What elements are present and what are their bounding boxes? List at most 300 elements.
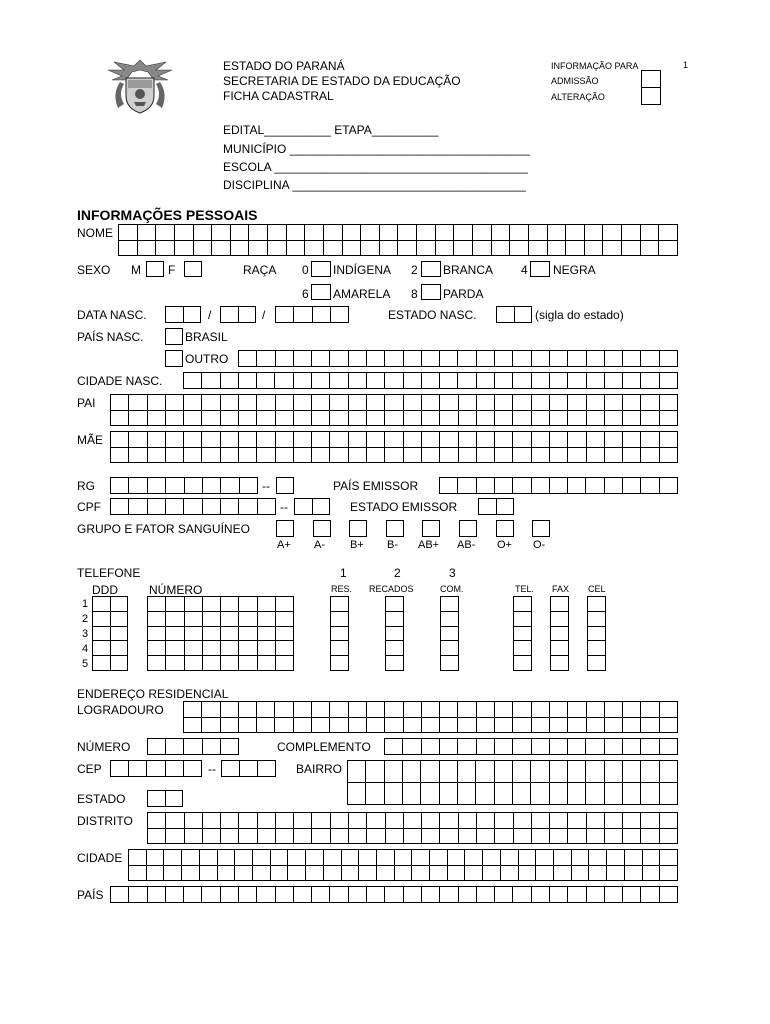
- input-cell[interactable]: [623, 718, 641, 734]
- input-cell[interactable]: [495, 887, 513, 903]
- input-cell[interactable]: [203, 813, 221, 829]
- data-nasc-day-grid[interactable]: [165, 306, 201, 323]
- input-cell[interactable]: [288, 850, 306, 866]
- input-cell[interactable]: [268, 225, 287, 241]
- input-cell[interactable]: [166, 411, 184, 427]
- input-cell[interactable]: [257, 448, 275, 464]
- input-cell[interactable]: [623, 829, 641, 845]
- input-cell[interactable]: [164, 866, 182, 882]
- input-cell[interactable]: [271, 866, 289, 882]
- input-cell[interactable]: [587, 718, 605, 734]
- input-cell[interactable]: [510, 241, 529, 257]
- input-cell[interactable]: [514, 641, 532, 656]
- input-cell[interactable]: [385, 448, 403, 464]
- input-cell[interactable]: [276, 448, 294, 464]
- input-cell[interactable]: [660, 702, 678, 718]
- input-cell[interactable]: [605, 783, 623, 805]
- input-cell[interactable]: [331, 612, 349, 627]
- input-cell[interactable]: [568, 783, 586, 805]
- input-cell[interactable]: [660, 432, 678, 448]
- input-cell[interactable]: [203, 499, 221, 515]
- input-cell[interactable]: [294, 411, 312, 427]
- input-cell[interactable]: [448, 850, 466, 866]
- input-cell[interactable]: [479, 499, 497, 515]
- raca-branca-checkbox[interactable]: [421, 261, 441, 277]
- blood-type-checkbox[interactable]: [313, 520, 331, 537]
- input-cell[interactable]: [404, 702, 422, 718]
- input-cell[interactable]: [395, 850, 413, 866]
- input-cell[interactable]: [129, 411, 147, 427]
- input-cell[interactable]: [349, 702, 367, 718]
- input-cell[interactable]: [147, 866, 165, 882]
- input-cell[interactable]: [111, 478, 129, 494]
- input-cell[interactable]: [330, 448, 348, 464]
- input-cell[interactable]: [184, 718, 202, 734]
- input-cell[interactable]: [641, 813, 659, 829]
- input-cell[interactable]: [587, 702, 605, 718]
- input-cell[interactable]: [194, 225, 213, 241]
- input-cell[interactable]: [257, 718, 275, 734]
- input-cell[interactable]: [551, 597, 569, 612]
- input-cell[interactable]: [568, 813, 586, 829]
- input-cell[interactable]: [348, 783, 366, 805]
- input-cell[interactable]: [548, 241, 567, 257]
- input-cell[interactable]: [240, 478, 258, 494]
- res-grid[interactable]: [330, 596, 349, 671]
- input-cell[interactable]: [386, 597, 404, 612]
- input-cell[interactable]: [477, 887, 495, 903]
- input-cell[interactable]: [203, 478, 221, 494]
- input-cell[interactable]: [239, 411, 257, 427]
- input-cell[interactable]: [349, 373, 367, 389]
- input-cell[interactable]: [660, 813, 678, 829]
- input-cell[interactable]: [349, 813, 367, 829]
- input-cell[interactable]: [184, 307, 202, 323]
- input-cell[interactable]: [119, 225, 138, 241]
- input-cell[interactable]: [440, 432, 458, 448]
- input-cell[interactable]: [148, 641, 166, 656]
- input-cell[interactable]: [148, 813, 166, 829]
- input-cell[interactable]: [550, 478, 568, 494]
- input-cell[interactable]: [276, 813, 294, 829]
- input-cell[interactable]: [459, 813, 477, 829]
- input-cell[interactable]: [587, 813, 605, 829]
- input-cell[interactable]: [312, 395, 330, 411]
- input-cell[interactable]: [111, 612, 129, 627]
- input-cell[interactable]: [660, 718, 678, 734]
- input-cell[interactable]: [550, 813, 568, 829]
- input-cell[interactable]: [641, 225, 660, 241]
- input-cell[interactable]: [203, 627, 221, 642]
- input-cell[interactable]: [212, 225, 231, 241]
- input-cell[interactable]: [572, 866, 590, 882]
- input-cell[interactable]: [660, 783, 678, 805]
- input-cell[interactable]: [477, 411, 495, 427]
- input-cell[interactable]: [275, 373, 293, 389]
- input-cell[interactable]: [550, 887, 568, 903]
- input-cell[interactable]: [660, 411, 678, 427]
- input-cell[interactable]: [239, 829, 257, 845]
- pais-grid[interactable]: [110, 886, 678, 903]
- input-cell[interactable]: [93, 656, 111, 671]
- input-cell[interactable]: [531, 783, 549, 805]
- input-cell[interactable]: [324, 850, 342, 866]
- input-cell[interactable]: [421, 783, 439, 805]
- input-cell[interactable]: [625, 850, 643, 866]
- input-cell[interactable]: [221, 373, 239, 389]
- input-cell[interactable]: [568, 887, 586, 903]
- input-cell[interactable]: [477, 739, 495, 755]
- input-cell[interactable]: [343, 241, 362, 257]
- input-cell[interactable]: [440, 373, 458, 389]
- input-cell[interactable]: [422, 739, 440, 755]
- input-cell[interactable]: [513, 761, 531, 783]
- input-cell[interactable]: [550, 718, 568, 734]
- input-cell[interactable]: [221, 612, 239, 627]
- input-cell[interactable]: [385, 702, 403, 718]
- input-cell[interactable]: [572, 850, 590, 866]
- input-cell[interactable]: [440, 813, 458, 829]
- input-cell[interactable]: [312, 813, 330, 829]
- input-cell[interactable]: [422, 702, 440, 718]
- input-cell[interactable]: [440, 718, 458, 734]
- input-cell[interactable]: [605, 739, 623, 755]
- input-cell[interactable]: [148, 448, 166, 464]
- input-cell[interactable]: [330, 351, 348, 367]
- input-cell[interactable]: [294, 702, 312, 718]
- input-cell[interactable]: [532, 448, 550, 464]
- input-cell[interactable]: [519, 866, 537, 882]
- input-cell[interactable]: [568, 739, 586, 755]
- input-cell[interactable]: [531, 761, 549, 783]
- input-cell[interactable]: [312, 448, 330, 464]
- input-cell[interactable]: [276, 829, 294, 845]
- input-cell[interactable]: [331, 656, 349, 671]
- brasil-checkbox[interactable]: [165, 328, 183, 345]
- input-cell[interactable]: [459, 829, 477, 845]
- input-cell[interactable]: [239, 499, 257, 515]
- input-cell[interactable]: [349, 432, 367, 448]
- input-cell[interactable]: [212, 241, 231, 257]
- input-cell[interactable]: [221, 656, 239, 671]
- input-cell[interactable]: [239, 597, 257, 612]
- input-cell[interactable]: [221, 887, 239, 903]
- input-cell[interactable]: [367, 887, 385, 903]
- input-cell[interactable]: [276, 656, 294, 671]
- input-cell[interactable]: [166, 739, 184, 755]
- alteracao-checkbox[interactable]: [641, 87, 661, 105]
- input-cell[interactable]: [519, 850, 537, 866]
- input-cell[interactable]: [641, 351, 659, 367]
- com-grid[interactable]: [440, 596, 459, 671]
- input-cell[interactable]: [660, 829, 678, 845]
- input-cell[interactable]: [312, 702, 330, 718]
- input-cell[interactable]: [331, 641, 349, 656]
- input-cell[interactable]: [495, 373, 513, 389]
- cep-grid[interactable]: [110, 760, 202, 777]
- input-cell[interactable]: [276, 627, 294, 642]
- input-cell[interactable]: [550, 739, 568, 755]
- input-cell[interactable]: [380, 241, 399, 257]
- input-cell[interactable]: [514, 597, 532, 612]
- input-cell[interactable]: [458, 351, 476, 367]
- input-cell[interactable]: [239, 395, 257, 411]
- numero-grid[interactable]: [147, 738, 239, 755]
- input-cell[interactable]: [440, 739, 458, 755]
- input-cell[interactable]: [532, 702, 550, 718]
- input-cell[interactable]: [386, 612, 404, 627]
- input-cell[interactable]: [641, 432, 659, 448]
- input-cell[interactable]: [331, 307, 349, 323]
- input-cell[interactable]: [239, 612, 257, 627]
- input-cell[interactable]: [258, 627, 276, 642]
- rg-digit-box[interactable]: [276, 477, 294, 494]
- input-cell[interactable]: [550, 829, 568, 845]
- input-cell[interactable]: [166, 448, 184, 464]
- input-cell[interactable]: [148, 597, 166, 612]
- input-cell[interactable]: [422, 813, 440, 829]
- input-cell[interactable]: [497, 499, 515, 515]
- input-cell[interactable]: [385, 432, 403, 448]
- outro-checkbox[interactable]: [165, 350, 183, 367]
- bairro-grid[interactable]: [347, 760, 678, 805]
- input-cell[interactable]: [367, 702, 385, 718]
- input-cell[interactable]: [166, 612, 184, 627]
- input-cell[interactable]: [551, 612, 569, 627]
- input-cell[interactable]: [589, 850, 607, 866]
- input-cell[interactable]: [366, 761, 384, 783]
- input-cell[interactable]: [349, 411, 367, 427]
- input-cell[interactable]: [268, 241, 287, 257]
- input-cell[interactable]: [495, 448, 513, 464]
- input-cell[interactable]: [473, 241, 492, 257]
- input-cell[interactable]: [147, 850, 165, 866]
- input-cell[interactable]: [501, 850, 519, 866]
- input-cell[interactable]: [148, 612, 166, 627]
- input-cell[interactable]: [202, 887, 220, 903]
- input-cell[interactable]: [495, 739, 513, 755]
- input-cell[interactable]: [417, 225, 436, 241]
- escola-field[interactable]: ESCOLA ______________________________________: [223, 160, 528, 174]
- input-cell[interactable]: [588, 597, 606, 612]
- input-cell[interactable]: [148, 411, 166, 427]
- input-cell[interactable]: [495, 813, 513, 829]
- input-cell[interactable]: [554, 866, 572, 882]
- input-cell[interactable]: [275, 702, 293, 718]
- input-cell[interactable]: [257, 395, 275, 411]
- input-cell[interactable]: [253, 866, 271, 882]
- input-cell[interactable]: [312, 829, 330, 845]
- input-cell[interactable]: [623, 783, 641, 805]
- input-cell[interactable]: [331, 597, 349, 612]
- input-cell[interactable]: [348, 761, 366, 783]
- input-cell[interactable]: [330, 718, 348, 734]
- input-cell[interactable]: [492, 241, 511, 257]
- input-cell[interactable]: [440, 411, 458, 427]
- cel-grid[interactable]: [587, 596, 606, 671]
- input-cell[interactable]: [641, 829, 659, 845]
- input-cell[interactable]: [138, 225, 157, 241]
- blood-type-checkbox[interactable]: [349, 520, 367, 537]
- input-cell[interactable]: [585, 225, 604, 241]
- input-cell[interactable]: [477, 373, 495, 389]
- input-cell[interactable]: [271, 850, 289, 866]
- input-cell[interactable]: [458, 761, 476, 783]
- input-cell[interactable]: [459, 411, 477, 427]
- input-cell[interactable]: [202, 702, 220, 718]
- input-cell[interactable]: [585, 241, 604, 257]
- input-cell[interactable]: [148, 791, 166, 807]
- input-cell[interactable]: [566, 241, 585, 257]
- input-cell[interactable]: [605, 448, 623, 464]
- input-cell[interactable]: [385, 783, 403, 805]
- input-cell[interactable]: [342, 866, 360, 882]
- input-cell[interactable]: [568, 478, 586, 494]
- input-cell[interactable]: [623, 887, 641, 903]
- input-cell[interactable]: [148, 656, 166, 671]
- input-cell[interactable]: [380, 225, 399, 241]
- data-nasc-month-grid[interactable]: [220, 306, 256, 323]
- input-cell[interactable]: [111, 499, 129, 515]
- input-cell[interactable]: [623, 448, 641, 464]
- input-cell[interactable]: [239, 718, 257, 734]
- input-cell[interactable]: [441, 597, 459, 612]
- input-cell[interactable]: [605, 432, 623, 448]
- input-cell[interactable]: [221, 829, 239, 845]
- raca-indigena-checkbox[interactable]: [311, 261, 331, 277]
- input-cell[interactable]: [532, 432, 550, 448]
- input-cell[interactable]: [440, 478, 458, 494]
- input-cell[interactable]: [441, 612, 459, 627]
- input-cell[interactable]: [239, 351, 257, 367]
- input-cell[interactable]: [587, 887, 605, 903]
- input-cell[interactable]: [588, 612, 606, 627]
- input-cell[interactable]: [458, 478, 476, 494]
- input-cell[interactable]: [458, 718, 476, 734]
- input-cell[interactable]: [458, 702, 476, 718]
- input-cell[interactable]: [221, 499, 239, 515]
- input-cell[interactable]: [185, 612, 203, 627]
- input-cell[interactable]: [398, 225, 417, 241]
- input-cell[interactable]: [641, 887, 659, 903]
- input-cell[interactable]: [111, 641, 129, 656]
- input-cell[interactable]: [430, 866, 448, 882]
- input-cell[interactable]: [148, 395, 166, 411]
- input-cell[interactable]: [386, 656, 404, 671]
- input-cell[interactable]: [513, 783, 531, 805]
- input-cell[interactable]: [203, 829, 221, 845]
- input-cell[interactable]: [221, 702, 239, 718]
- input-cell[interactable]: [385, 887, 403, 903]
- input-cell[interactable]: [660, 866, 678, 882]
- input-cell[interactable]: [536, 866, 554, 882]
- input-cell[interactable]: [513, 718, 531, 734]
- input-cell[interactable]: [276, 641, 294, 656]
- input-cell[interactable]: [330, 702, 348, 718]
- input-cell[interactable]: [312, 351, 330, 367]
- input-cell[interactable]: [440, 448, 458, 464]
- input-cell[interactable]: [239, 448, 257, 464]
- input-cell[interactable]: [588, 656, 606, 671]
- ddd-grid[interactable]: [92, 596, 128, 671]
- input-cell[interactable]: [459, 395, 477, 411]
- input-cell[interactable]: [532, 718, 550, 734]
- input-cell[interactable]: [412, 850, 430, 866]
- input-cell[interactable]: [331, 813, 349, 829]
- input-cell[interactable]: [221, 411, 239, 427]
- input-cell[interactable]: [403, 783, 421, 805]
- input-cell[interactable]: [477, 432, 495, 448]
- input-cell[interactable]: [312, 432, 330, 448]
- input-cell[interactable]: [349, 718, 367, 734]
- input-cell[interactable]: [568, 351, 586, 367]
- input-cell[interactable]: [550, 411, 568, 427]
- input-cell[interactable]: [166, 597, 184, 612]
- input-cell[interactable]: [532, 395, 550, 411]
- input-cell[interactable]: [93, 627, 111, 642]
- input-cell[interactable]: [454, 241, 473, 257]
- input-cell[interactable]: [331, 627, 349, 642]
- input-cell[interactable]: [515, 307, 533, 323]
- input-cell[interactable]: [422, 432, 440, 448]
- input-cell[interactable]: [422, 448, 440, 464]
- input-cell[interactable]: [495, 783, 513, 805]
- input-cell[interactable]: [222, 761, 240, 777]
- input-cell[interactable]: [239, 702, 257, 718]
- input-cell[interactable]: [166, 307, 184, 323]
- blood-type-checkbox[interactable]: [532, 520, 550, 537]
- input-cell[interactable]: [249, 225, 268, 241]
- input-cell[interactable]: [305, 241, 324, 257]
- cpf-digits-grid[interactable]: [294, 498, 330, 515]
- input-cell[interactable]: [641, 241, 660, 257]
- input-cell[interactable]: [349, 351, 367, 367]
- input-cell[interactable]: [477, 829, 495, 845]
- input-cell[interactable]: [377, 866, 395, 882]
- input-cell[interactable]: [476, 761, 494, 783]
- cidade-grid[interactable]: [128, 849, 678, 881]
- input-cell[interactable]: [623, 432, 641, 448]
- input-cell[interactable]: [349, 829, 367, 845]
- input-cell[interactable]: [258, 761, 276, 777]
- input-cell[interactable]: [404, 351, 422, 367]
- input-cell[interactable]: [659, 241, 678, 257]
- input-cell[interactable]: [605, 887, 623, 903]
- input-cell[interactable]: [586, 739, 604, 755]
- blood-type-checkbox[interactable]: [496, 520, 514, 537]
- input-cell[interactable]: [568, 718, 586, 734]
- input-cell[interactable]: [510, 225, 529, 241]
- input-cell[interactable]: [313, 499, 331, 515]
- input-cell[interactable]: [587, 373, 605, 389]
- input-cell[interactable]: [156, 241, 175, 257]
- input-cell[interactable]: [623, 761, 641, 783]
- input-cell[interactable]: [184, 761, 202, 777]
- input-cell[interactable]: [184, 702, 202, 718]
- input-cell[interactable]: [221, 813, 239, 829]
- input-cell[interactable]: [287, 241, 306, 257]
- input-cell[interactable]: [495, 411, 513, 427]
- input-cell[interactable]: [495, 432, 513, 448]
- input-cell[interactable]: [239, 813, 257, 829]
- input-cell[interactable]: [550, 395, 568, 411]
- input-cell[interactable]: [367, 718, 385, 734]
- input-cell[interactable]: [586, 783, 604, 805]
- input-cell[interactable]: [367, 432, 385, 448]
- input-cell[interactable]: [548, 225, 567, 241]
- input-cell[interactable]: [330, 432, 348, 448]
- input-cell[interactable]: [465, 850, 483, 866]
